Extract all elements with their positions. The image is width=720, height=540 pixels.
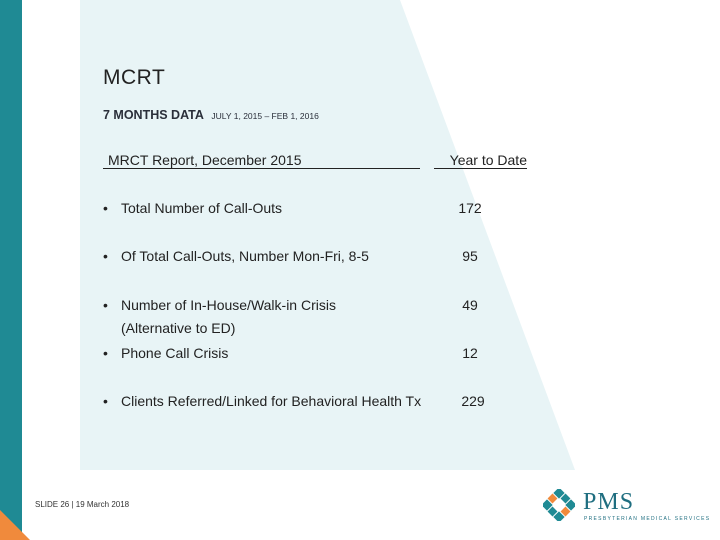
list-item-value: 172 (458, 200, 482, 216)
subtitle-main: 7 MONTHS DATA (103, 108, 204, 122)
slide-footer: SLIDE 26 | 19 March 2018 (35, 500, 130, 509)
slide-subtitle (103, 106, 319, 124)
list-item-label: Clients Referred/Linked for Behavioral Health Tx (121, 393, 422, 409)
list-item-label-continuation: (Alternative to ED) (121, 320, 236, 336)
subtitle-date-range: JULY 1, 2015 – FEB 1, 2016 (211, 111, 319, 121)
left-accent-bar (0, 0, 22, 540)
report-column-header: MRCT Report, December 2015 (103, 152, 420, 169)
list-item-label: Total Number of Call-Outs (121, 200, 283, 216)
corner-accent (0, 510, 30, 540)
list-item (103, 294, 336, 340)
bullet: • (103, 297, 108, 313)
bullet: • (103, 393, 108, 409)
pms-logo-icon (543, 489, 575, 521)
list-item (103, 197, 282, 220)
slide-title: MCRT (103, 66, 166, 89)
pms-logo (543, 489, 711, 524)
bullet: • (103, 200, 108, 216)
list-item-value: 12 (462, 345, 478, 361)
pms-logo-tagline: PRESBYTERIAN MEDICAL SERVICES (584, 516, 711, 522)
list-item-value: 229 (461, 393, 485, 409)
pms-logo-name: PMS (583, 489, 635, 515)
list-item-label: Of Total Call-Outs, Number Mon-Fri, 8-5 (121, 248, 369, 264)
list-item-value: 49 (462, 297, 478, 313)
list-item (103, 390, 421, 413)
list-item-label: Number of In-House/Walk-in Crisis (121, 297, 336, 313)
list-item (103, 245, 369, 268)
list-item-value: 95 (462, 248, 478, 264)
bullet: • (103, 345, 108, 361)
year-to-date-header: Year to Date (434, 152, 527, 169)
list-item-label: Phone Call Crisis (121, 345, 229, 361)
list-item (103, 342, 228, 365)
bullet: • (103, 248, 108, 264)
